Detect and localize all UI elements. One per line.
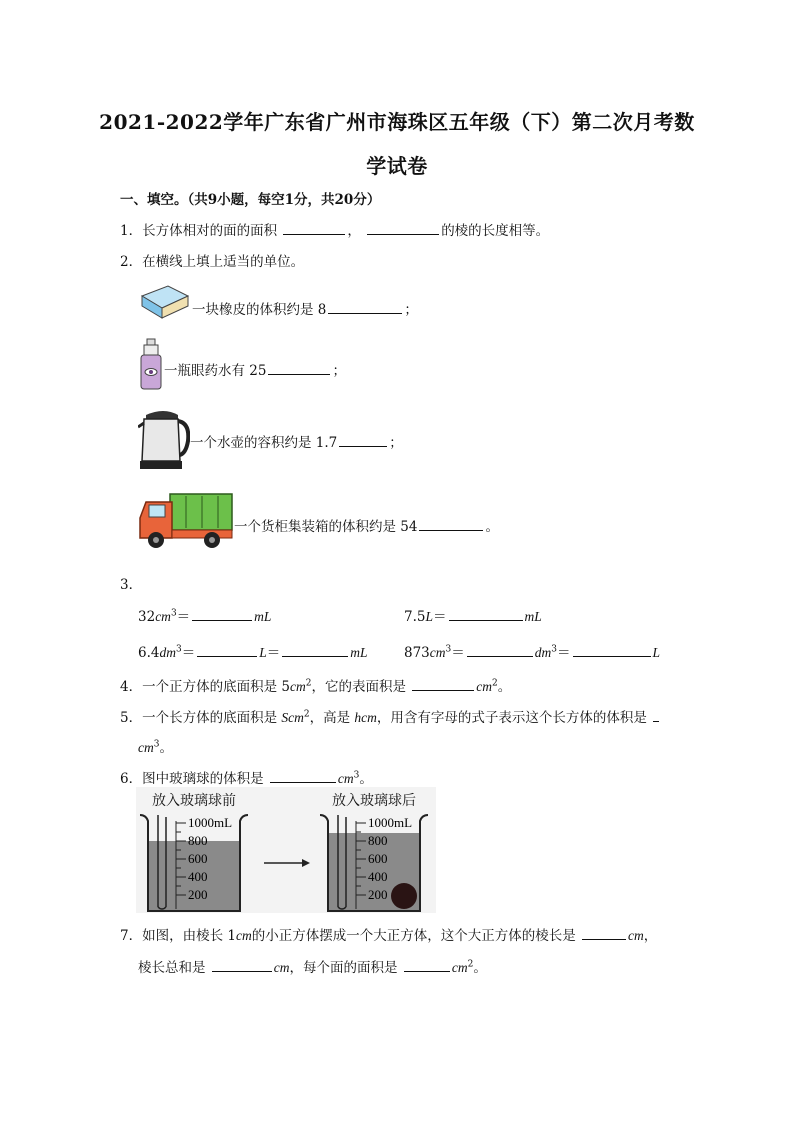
question-number: 2． (120, 254, 143, 270)
answer-blank[interactable] (653, 707, 659, 722)
q5-text-c: ，用含有字母的式子表示这个长方体的体积是 (376, 710, 647, 726)
q1-text-a: 长方体相对的面的面积 (142, 223, 278, 239)
unit: cm (628, 928, 644, 943)
question-number: 4． (120, 679, 143, 695)
unit: mL (350, 645, 368, 660)
question-number: 6． (120, 771, 143, 787)
unit-exponent: 3 (445, 644, 452, 655)
unit-exponent: 2 (305, 678, 312, 689)
q3-row2-right (404, 641, 660, 661)
q7-text-a: 如图，由棱长 1 (142, 928, 236, 944)
q2-item-end: 。 (485, 519, 499, 535)
unit: cm (155, 609, 171, 624)
scale-label: 1000mL (188, 815, 233, 830)
page-title-line2: 学试卷 (366, 154, 428, 178)
q4-text-a: 一个正方体的底面积是 5 (142, 679, 290, 695)
answer-blank[interactable] (449, 606, 523, 621)
q2-item-4 (234, 515, 499, 535)
beaker-figure (136, 787, 436, 913)
q7-text-b: 的小正方体摆成一个大正方体，这个大正方体的棱长是 (251, 928, 576, 944)
answer-blank[interactable] (282, 642, 348, 657)
q3-row1-right (404, 605, 542, 625)
q3-value: 32 (138, 609, 156, 625)
unit-exponent: 3 (353, 770, 360, 781)
q2-item-text: 一个水壶的容积约是 1.7 (190, 435, 338, 451)
q2-item-end: ； (404, 302, 418, 318)
unit: L (652, 645, 661, 660)
eye-drop-bottle-icon (138, 338, 164, 392)
question-6 (120, 767, 373, 787)
scale-label: 1000mL (368, 815, 413, 830)
q7-text-c: 棱长总和是 (138, 960, 206, 976)
q1-text-c: 的棱的长度相等。 (441, 223, 550, 239)
unit-exponent: 3 (175, 644, 182, 655)
variable-s: S (281, 710, 289, 725)
q2-text: 在横线上填上适当的单位。 (142, 254, 305, 270)
question-7 (120, 924, 657, 944)
question-2 (120, 250, 304, 270)
answer-blank[interactable] (268, 360, 330, 375)
question-5 (120, 706, 661, 726)
eraser-icon (138, 282, 190, 322)
q7-end: 。 (473, 960, 487, 976)
q2-item-text: 一个货柜集装箱的体积约是 54 (234, 519, 418, 535)
unit-exponent: 2 (467, 959, 474, 970)
scale-label: 400 (368, 869, 388, 884)
q5-end: 。 (159, 740, 173, 756)
unit: cm (476, 679, 493, 694)
question-number: 7． (120, 928, 143, 944)
answer-blank[interactable] (339, 432, 387, 447)
unit: cm (288, 710, 304, 725)
unit: cm (361, 710, 377, 725)
q6-end: 。 (359, 771, 373, 787)
q4-end: 。 (497, 679, 512, 695)
unit: cm (138, 740, 154, 755)
unit: cm (273, 960, 290, 975)
unit-exponent: 2 (303, 709, 310, 720)
question-number: 5． (120, 710, 143, 726)
unit-exponent: 3 (153, 739, 160, 750)
equals-sign: ＝ (451, 645, 465, 661)
unit: L (259, 645, 267, 660)
scale-label: 400 (188, 869, 208, 884)
equals-sign: ＝ (433, 609, 447, 625)
q2-item-2 (164, 359, 346, 379)
beakers-drawing (136, 809, 436, 913)
answer-blank[interactable] (328, 299, 402, 314)
q3-value: 6.4 (138, 645, 160, 661)
scale-label: 200 (368, 887, 388, 902)
scale-label: 600 (368, 851, 388, 866)
equals-sign: ＝ (181, 645, 196, 661)
answer-blank[interactable] (582, 925, 626, 940)
equals-sign: ＝ (176, 609, 191, 625)
equals-sign: ＝ (266, 645, 281, 661)
answer-blank[interactable] (404, 957, 450, 972)
scale-label: 800 (368, 833, 388, 848)
answer-blank[interactable] (419, 516, 483, 531)
unit-exponent: 3 (170, 608, 177, 619)
q4-text-b: ，它的表面积是 (311, 679, 406, 695)
question-number: 1． (120, 223, 143, 239)
answer-blank[interactable] (412, 676, 474, 691)
q2-item-end: ； (332, 363, 346, 379)
q3-row2-left (138, 641, 368, 661)
answer-blank[interactable] (573, 642, 651, 657)
q3-value: 7.5 (404, 609, 426, 625)
unit: dm (534, 645, 552, 660)
kettle-icon (138, 405, 190, 471)
unit-exponent: 2 (492, 678, 498, 689)
unit-exponent: 3 (551, 644, 557, 655)
unit: L (425, 609, 433, 624)
q2-item-text: 一块橡皮的体积约是 8 (192, 302, 327, 318)
answer-blank[interactable] (197, 642, 257, 657)
unit: cm (429, 645, 446, 660)
q2-item-text: 一瓶眼药水有 25 (164, 363, 267, 379)
unit: mL (524, 609, 542, 624)
answer-blank[interactable] (367, 220, 439, 235)
scale-label: 200 (188, 887, 208, 902)
truck-icon (136, 492, 234, 552)
unit: dm (159, 645, 176, 660)
unit: cm (451, 960, 468, 975)
question-5-line2 (138, 736, 173, 756)
equals-sign: ＝ (557, 645, 571, 661)
question-7-line2 (138, 956, 487, 976)
unit: mL (254, 609, 272, 624)
q5-text-b: ，高是 (309, 710, 351, 726)
q7-comma: ， (643, 928, 658, 944)
q2-item-end: ； (389, 435, 403, 451)
unit: cm (235, 928, 252, 943)
question-1 (120, 219, 549, 239)
page-title: 2021-2022学年广东省广州市海珠区五年级（下）第二次月考数 (99, 110, 695, 134)
answer-blank[interactable] (192, 606, 252, 621)
answer-blank[interactable] (467, 642, 533, 657)
variable-h: h (354, 710, 362, 725)
q2-item-1 (192, 298, 418, 318)
answer-blank[interactable] (212, 957, 272, 972)
q1-text-b: ， (347, 223, 361, 239)
q7-text-d: ，每个面的面积是 (289, 960, 398, 976)
answer-blank[interactable] (283, 220, 345, 235)
q2-item-3 (190, 431, 403, 451)
q5-text-a: 一个长方体的底面积是 (142, 710, 278, 726)
q3-row1-left (138, 605, 271, 625)
q3-value: 873 (404, 645, 430, 661)
after-label: 放入玻璃球后 (332, 793, 416, 809)
unit: cm (337, 771, 354, 786)
scale-label: 600 (188, 851, 208, 866)
scale-label: 800 (188, 833, 208, 848)
q6-text-a: 图中玻璃球的体积是 (142, 771, 264, 787)
question-3-number: 3． (120, 577, 143, 593)
unit: cm (289, 679, 306, 694)
glass-ball-icon (391, 883, 417, 909)
question-4 (120, 675, 511, 695)
answer-blank[interactable] (270, 768, 336, 783)
before-label: 放入玻璃球前 (152, 793, 236, 809)
section-header: 一、填空。（共9小题，每空1分，共20分） (120, 192, 381, 208)
